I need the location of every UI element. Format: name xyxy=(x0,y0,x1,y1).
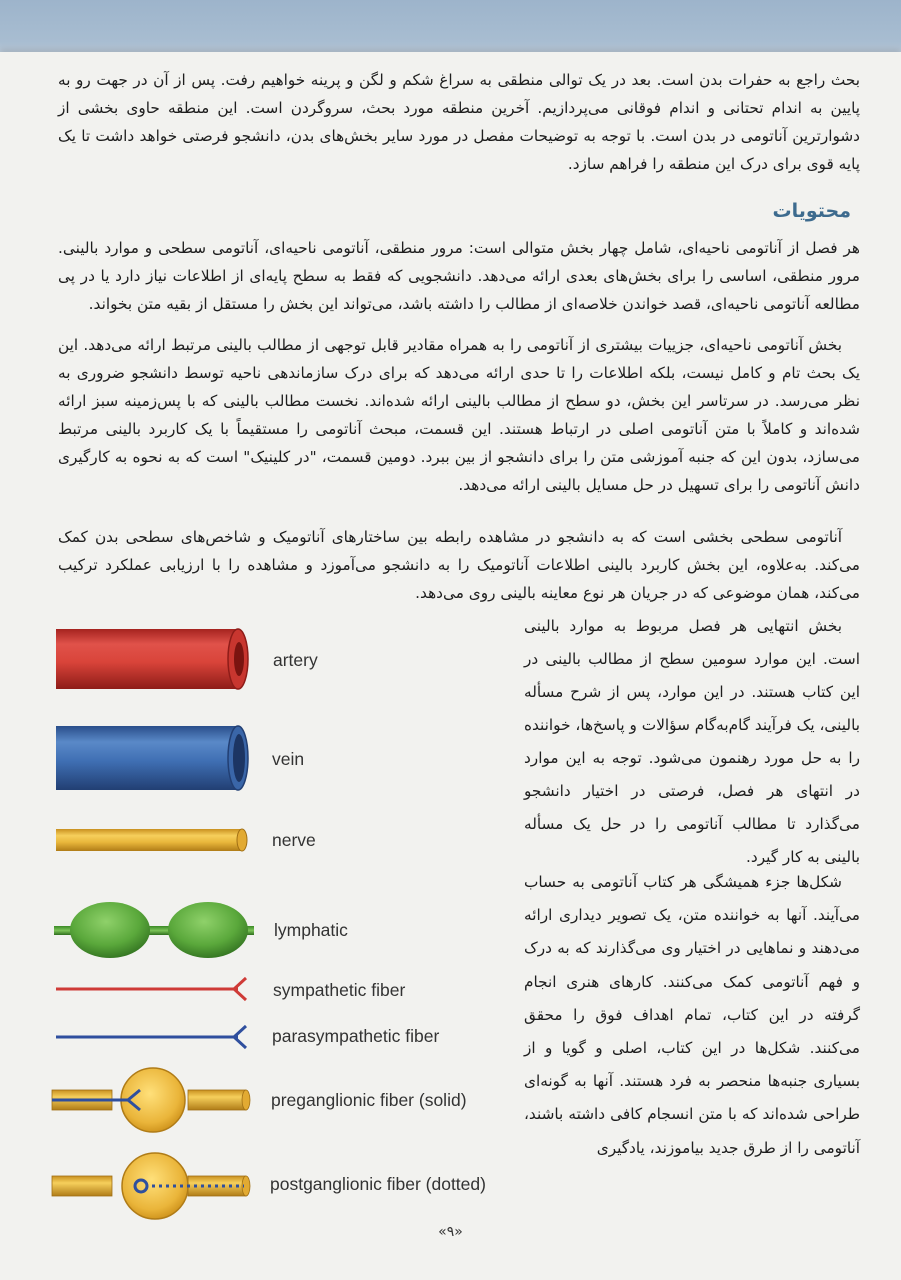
preganglionic-fiber-icon xyxy=(48,1066,253,1136)
paragraph-clinical-cases: بخش انتهایی هر فصل مربوط به موارد بالینی است. این موارد سومین سطح از مطالب بالینی در این کتاب هستند. در این موارد، پس از شرح مسأله بالینی، یک فرآیند گام‌به‌گام سؤالات و پاسخ‌ها، خواننده را به حل مورد رهنمون می‌شود. توجه به این موارد در انتهای هر فصل، فرصتی در اختیار دانشجو می‌گذارد تا مطالب آناتومی را در حل یک مسأله بالینی به کار گیرد. xyxy=(524,617,860,866)
section-heading: محتویات xyxy=(772,200,851,222)
vein-icon xyxy=(52,722,252,794)
paragraph-figures: شکل‌ها جزء همیشگی هر کتاب آناتومی به حساب می‌آیند. آنها به خواننده متن، یک تصویر دیداری ارائه می‌دهند و نماهایی در اختیار وی می‌گذارند که به درک و فهم آناتومی کمک می‌کنند. کارهای هنری انجام گرفته در این کتاب، تمام اهداف فوق را محقق می‌کنند. شکل‌ها در این کتاب، اصلی و گویا و از بسیاری جنبه‌ها منحصر به فرد هستند. آنها به گونه‌ای طراحی شده‌اند که با متن انسجام کافی داشته باشند، آناتومی را از طرق جدید بیاموزند، یادگیری xyxy=(524,873,860,1157)
paragraph-regional-anatomy: بخش آناتومی ناحیه‌ای، جزییات بیشتری از آناتومی را به همراه مقادیر قابل توجهی از مطالب بالینی مرتبط ارائه می‌دهد. این یک بحث تام و کامل نیست، بلکه اطلاعات را تا حدی ارائه می‌دهد که برای درک سازماندهی ناحیه توسط دانشجو ضروری به نظر می‌رسد. در سرتاسر این بخش، دو سطح از مطالب بالینی ارائه شده‌اند. نخست مطالب بالینی که با پس‌زمینه سبز ارائه شده‌اند و کاملاً با متن آناتومی اصلی در ارتباط هستند. این قسمت، مبحث آناتومی را مستقیماً با یک کاربرد بالینی مرتبط می‌سازد، بدون این که جنبه آموزشی متن را برای دانشجو از بین ببرد. دومین قسمت، "در کلینیک" است که به نحوه به کارگیری دانش آناتومی را برای تسهیل در حل مسایل بالینی ارائه می‌دهد. xyxy=(58,336,860,494)
artery-label: artery xyxy=(273,650,318,670)
artery-icon xyxy=(52,624,252,694)
sympathetic-fiber-label: sympathetic fiber xyxy=(273,980,406,1000)
top-margin-band xyxy=(0,0,901,60)
vein-label: vein xyxy=(272,749,305,769)
postganglionic-fiber-label: postganglionic fiber (dotted) xyxy=(270,1174,486,1194)
sympathetic-fiber-icon xyxy=(52,976,252,1002)
paragraph-surface-anatomy: آناتومی سطحی بخشی است که به دانشجو در مشاهده رابطه بین ساختارهای آناتومیک و شاخص‌های سطحی بدن کمک می‌کند. به‌علاوه، این بخش کاربرد بالینی اطلاعات آناتومیک را به دانشجو می‌آموزد و مشاهده را با ارزیابی عملکرد ترکیب می‌کند، همان موضوعی که در جریان هر نوع معاینه بالینی روی می‌دهد. xyxy=(58,528,860,602)
paragraph-overview: هر فصل از آناتومی ناحیه‌ای، شامل چهار بخش متوالی است: مرور منطقی، آناتومی ناحیه‌ای، آناتومی سطحی و موارد بالینی. مرور منطقی، اساسی را برای بخش‌های بعدی ارائه می‌دهد. دانشجویی که فقط به سطح پایه‌ای از اطلاعات نیاز دارد یا در پی مطالعه آناتومی ناحیه‌ای، قصد خواندن خلاصه‌ای از مطالب را داشته باشد، می‌تواند این بخش را مستقل از بقیه متن بخواند. xyxy=(58,239,860,313)
preganglionic-fiber-label: preganglionic fiber (solid) xyxy=(271,1090,467,1110)
parasympathetic-fiber-label: parasympathetic fiber xyxy=(272,1026,440,1046)
lymphatic-label: lymphatic xyxy=(274,920,348,940)
intro-paragraph: بحث راجع به حفرات بدن است. بعد در یک توالی منطقی به سراغ شکم و لگن و پرینه خواهیم رفت. پس از آن در جهت رو به پایین به اندام تحتانی و اندام فوقانی می‌پردازیم. آخرین منطقه مورد بحث، سروگردن است. این منطقه حاوی بخشی از دشوارترین آناتومی در بدن است. با توجه به توضیحات مفصل در مورد سایر بخش‌های بدن، دانشجو فرصتی خواهد داشت تا یک پایه قوی برای درک این منطقه را فراهم سازد. xyxy=(58,71,860,173)
page-number: «۹» xyxy=(438,1224,463,1240)
nerve-icon xyxy=(52,825,252,855)
parasympathetic-fiber-icon xyxy=(52,1024,252,1050)
nerve-label: nerve xyxy=(272,830,316,850)
postganglionic-fiber-icon xyxy=(48,1150,253,1222)
lymphatic-icon xyxy=(50,900,260,962)
